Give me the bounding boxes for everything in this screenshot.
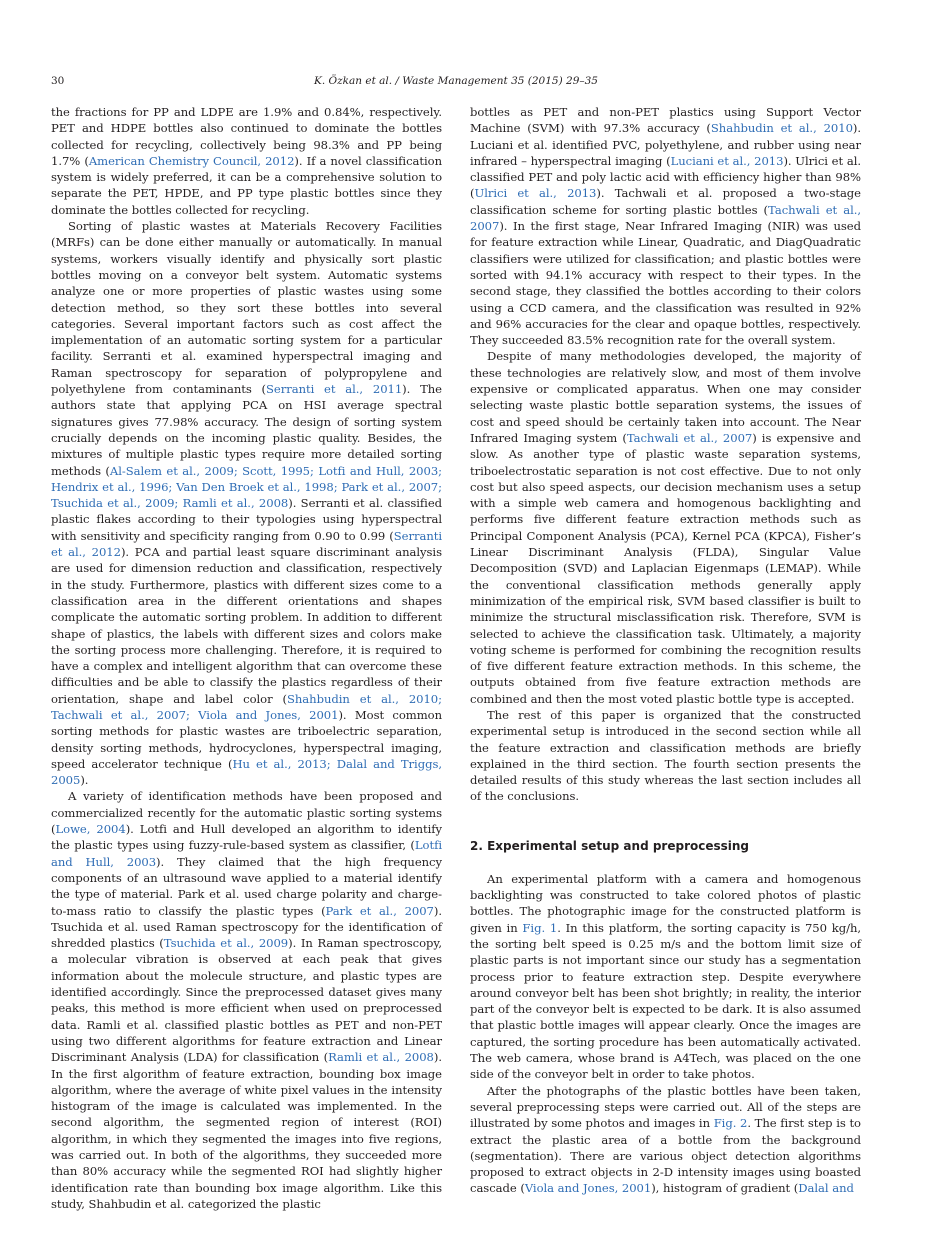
- right-column: [470, 104, 861, 1197]
- text-run: A variety of identification methods have been proposed and commercialized recently for the automatic plastic sorting systems (: [51, 789, 442, 837]
- text-run: Despite of many methodologies developed, the majority of these technologies are relatively slow, and most of them involve expensive or complicated apparatus. When one may consider selecting waste plastic bottle separation systems, the issues of cost and speed should be certainly taken into account. The Near Infrared Imaging system (: [470, 349, 861, 445]
- text-run: The rest of this paper is organized that the constructed experimental setup is introduced in the second section while all the feature extraction and classification methods are briefly explained in the third section. The fourth section presents the detailed results of this study whereas the last section includes all of the conclusions.: [470, 707, 861, 804]
- citation-link[interactable]: Ramli et al., 2008: [328, 1050, 434, 1065]
- citation-link[interactable]: Serranti et al., 2012: [51, 528, 442, 560]
- citation-link[interactable]: Tsuchida et al., 2009: [163, 936, 289, 951]
- text-run: the fractions for PP and LDPE are 1.9% and 0.84%, respectively. PET and HDPE bottles also continued to dominate the bottles collected for recycling, collectively being 98.3% and PP being 1.7% (: [51, 105, 442, 168]
- text-run: ). In the first algorithm of feature extraction, bounding box image algorithm, where the average of white pixel values in the intensity histogram of the image is calculated was implemented. In the second algorithm, the segmented region of interest (ROI) algorithm, in which they segmented the images into five regions, was carried out. In both of the algorithms, they succeeded more than 80% accuracy while the segmented ROI had slightly higher identification rate than bounding box image algorithm. Like this study, Shahbudin et al. categorized the plastic: [51, 1050, 442, 1211]
- text-run: ). In the first stage, Near Infrared Imaging (NIR) was used for feature extraction while Linear, Quadratic, and DiagQuadratic classifiers were utilized for classification; and plastic bottles were sorted with 94.1% accuracy with respect to their types. In the second stage, they classified the bottles according to their colors using a CCD camera, and the classification was resulted in 92% and 96% accuracies for the clear and opaque bottles, respectively. They succeeded 83.5% recognition rate for the overall system.: [470, 219, 861, 348]
- paragraph: [470, 707, 861, 805]
- text-run: . The first step is to extract the plastic area of a bottle from the background (segmentation). There are various object detection algorithms proposed to extract objects in 2-D intensity images using boasted cascade (: [470, 1116, 861, 1196]
- citation-link[interactable]: Ulrici et al., 2013: [474, 186, 597, 201]
- running-title: K. Özkan et al. / Waste Management 35 (2015) 29–35: [313, 75, 598, 87]
- text-run: ). Serranti et al. classified plastic flakes according to their typologies using hyperspectral with sensitivity and specificity ranging from 0.90 to 0.99 (: [51, 496, 443, 543]
- paragraph: [470, 104, 861, 348]
- paragraph: [51, 104, 442, 218]
- text-run: ). Most common sorting methods for plastic wastes are triboelectric separation, density sorting methods, hydrocyclones, hyperspectral imaging, speed accelerator technique (: [51, 707, 442, 771]
- text-run: ). The authors state that applying PCA on HSI average spectral signatures gives 77.98% accuracy. The design of sorting system crucially depends on the incoming plastic quality. Besides, the mixtures of multiple plastic types require more detailed sorting methods (: [51, 382, 442, 478]
- text-run: ) is expensive and slow. As another type of plastic waste separation systems, triboelectrostatic separation is not cost effective. Due to not only cost but also speed aspects, our decision mechanism uses a setup with a simple web camera and homogenous backlighting and performs five different feature extraction methods such as Principal Component Analysis (PCA), Kernel PCA (KPCA), Fisher’s Linear Discriminant Analysis (FLDA), Singular Value Decomposition (SVD) and Laplacian Eigenmaps (LEMAP). While the conventional classification methods generally apply minimization of the empirical risk, SVM based classifier is built to minimize the structural misclassification risk. Therefore, SVM is selected to achieve the classification task. Ultimately, a majority voting scheme is performed for combining the recognition results of five different feature extraction methods. In this scheme, the outputs obtained from five feature extraction methods are combined and then the most voted plastic bottle type is accepted.: [470, 430, 861, 706]
- citation-link[interactable]: Fig. 2: [713, 1116, 748, 1131]
- text-run: After the photographs of the plastic bottles have been taken, several preprocessing steps were carried out. All of the steps are illustrated by some photos and images in: [470, 1083, 861, 1131]
- citation-link[interactable]: Serranti et al., 2011: [266, 382, 403, 397]
- left-column: [51, 104, 442, 1212]
- paragraph: [51, 218, 442, 788]
- text-run: ). If a novel classification system is widely preferred, it can be a comprehensive solution to separate the PET, HPDE, and PP type plastic bottles since they dominate the bottles collected for recycling.: [51, 153, 443, 217]
- paragraph: [470, 1083, 861, 1197]
- text-run: . In this platform, the sorting capacity is 750 kg/h, the sorting belt speed is 0.25 m/s and the bottom limit size of plastic parts is not important since our study has a segmentation process prior to feature extraction step. Despite everywhere around conveyor belt has been shot brightly; in reality, the interior part of the conveyor belt is expected to be dark. It is also assumed that plastic bottle images will appear clearly. Once the images are captured, the sorting procedure has been automatically activated. The web camera, whose brand is A4Tech, was placed on the one side of the conveyor belt in order to take photos.: [470, 920, 861, 1082]
- text-run: ).: [80, 773, 89, 788]
- text-run: ). In Raman spectroscopy, a molecular vibration is observed at each peak that gives information about the molecule structure, and plastic types are identified accordingly. Since the preprocessed dataset gives many peaks, this method is more efficient when used on preprocessed data. Ramli et al. classified plastic bottles as PET and non-PET using two different algorithms for feature extraction and Linear Discriminant Analysis (LDA) for classification (: [51, 936, 442, 1065]
- citation-link[interactable]: Viola and Jones, 2001: [524, 1181, 652, 1196]
- citation-link[interactable]: Fig. 1: [522, 920, 558, 935]
- citation-link[interactable]: Shahbudin et al., 2010: [710, 121, 853, 136]
- text-run: ). They claimed that the high frequency components of an ultrasound wave applied to a material identify the type of material. Park et al. used charge polarity and charge-to-mass ratio to classify the plastic types (: [51, 854, 442, 918]
- citation-link[interactable]: Luciani et al., 2013: [670, 153, 784, 168]
- citation-link[interactable]: Lowe, 2004: [55, 822, 126, 837]
- paragraph: [470, 871, 861, 1083]
- citation-link[interactable]: Dalal and: [798, 1181, 854, 1196]
- page-header: [51, 74, 861, 88]
- text-run: Sorting of plastic wastes at Materials Recovery Facilities (MRFs) can be done either manually or automatically. In manual systems, workers visually identify and physically sort plastic bottles moving on a conveyor belt system. Automatic systems analyze one or more properties of plastic wastes using some detection method, so they sort these bottles into several categories. Several important factors such as cost affect the implementation of an automatic sorting system for a particular facility. Serranti et al. examined hyperspectral imaging and Raman spectroscopy for separation of polypropylene and polyethylene from contaminants (: [51, 219, 442, 397]
- citation-link[interactable]: Tachwali et al., 2007: [470, 202, 862, 234]
- citation-link[interactable]: Shahbudin et al., 2010; Tachwali et al., 2007; Viola and Jones, 2001: [51, 691, 442, 722]
- paragraph: [51, 788, 442, 1212]
- text-run: bottles as PET and non-PET plastics using Support Vector Machine (SVM) with 97.3% accuracy (: [470, 105, 861, 136]
- text-run: ). Tsuchida et al. used Raman spectroscopy for the identification of shredded plastics (: [51, 903, 442, 951]
- text-run: ). Luciani et al. identified PVC, polyethylene, and rubber using near infrared – hyperspectral imaging (: [470, 121, 861, 168]
- citation-link[interactable]: Al-Salem et al., 2009; Scott, 1995; Lotfi and Hull, 2003; Hendrix et al., 1996; Van Den Broek et al., 1998; Park et al., 2007; Tsuchida et al., 2009; Ramli et al., 2008: [51, 463, 443, 511]
- paragraph: [470, 348, 861, 707]
- page-number: 30: [51, 75, 65, 87]
- text-run: ), histogram of gradient (: [651, 1181, 799, 1196]
- text-run: ). PCA and partial least square discriminant analysis are used for dimension reduction and classification, respectively in the study. Furthermore, plastics with different sizes come to a classification area in the different orientations and shapes complicate the automatic sorting problem. In addition to different shape of plastics, the labels with different sizes and colors make the sorting process more challenging. Therefore, it is required to have a complex and intelligent algorithm that can overcome these difficulties and be able to classify the plastics regardless of their orientation, shape and label color (: [51, 545, 442, 706]
- text-run: ). Ulrici et al. classified PET and poly lactic acid with efficiency higher than 98% (: [470, 153, 861, 201]
- text-run: An experimental platform with a camera and homogenous backlighting was constructed to take colored photos of plastic bottles. The photographic image for the constructed platform is given in: [470, 871, 861, 935]
- text-run: ). Tachwali et al. proposed a two-stage classification scheme for sorting plastic bottles (: [470, 186, 861, 217]
- citation-link[interactable]: American Chemistry Council, 2012: [88, 153, 295, 168]
- citation-link[interactable]: Tachwali et al., 2007: [626, 430, 753, 445]
- section-heading: 2. Experimental setup and preprocessing: [470, 838, 750, 853]
- citation-link[interactable]: Lotfi and Hull, 2003: [51, 838, 442, 869]
- citation-link[interactable]: Park et al., 2007: [325, 903, 434, 918]
- citation-link[interactable]: Hu et al., 2013; Dalal and Triggs, 2005: [51, 756, 442, 788]
- text-run: ). Lotfi and Hull developed an algorithm to identify the plastic types using fuzzy-rule-based system as classifier, (: [51, 822, 443, 853]
